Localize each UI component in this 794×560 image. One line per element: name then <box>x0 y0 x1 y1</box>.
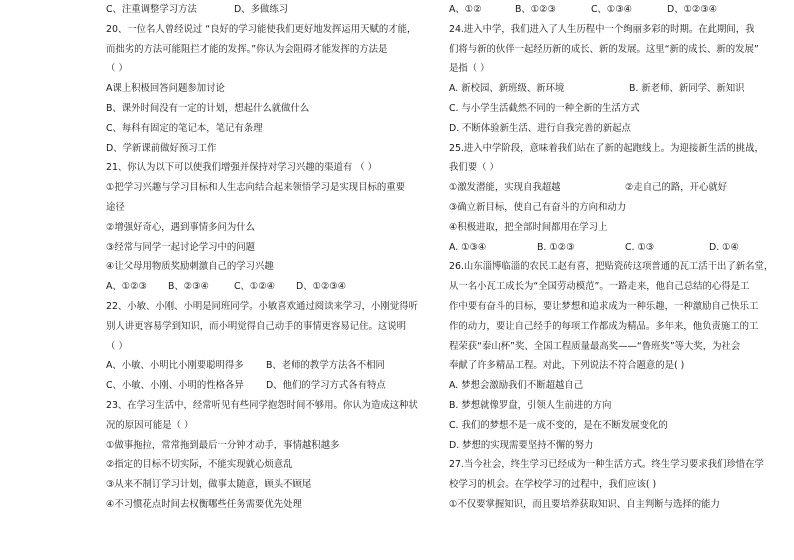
q25-item3: ③确立新目标，使自己有奋斗的方向和动力 <box>449 201 627 213</box>
q22-stem-line2: 别人讲更容易学到知识，而小明觉得自己动手的事情更容易记住。这说明 <box>106 320 407 332</box>
q20-option-b: B、课外时间没有一定的计划，想起什么就做什么 <box>106 102 310 114</box>
q25-item1: ①激发潜能，实现自我超越 <box>449 182 561 194</box>
q22-option-b: B、老师的教学方法各不相同 <box>266 360 385 372</box>
q23-option-c: C、①③④ <box>591 4 633 15</box>
q21-stem: 21、你认为以下可以使我们增强并保持对学习兴趣的渠道有 （ ） <box>106 162 378 174</box>
q21-item4: ④让父母用物质奖励刺激自己的学习兴趣 <box>106 261 274 273</box>
q23-stem-line1: 23、在学习生活中，经常听见有些同学抱怨时间不够用。你认为造成这种状 <box>106 399 418 411</box>
q19-option-c: C、注重调整学习方法 <box>106 4 197 15</box>
q24-option-a: A. 新校园、新班级、新环境 <box>449 83 565 95</box>
q20-stem-line2: 而拙劣的方法可能阻拦才能的发挥。”你认为会阻碍才能发挥的方法是 <box>106 43 388 55</box>
q26-stem-line2: 从一名小瓦工成长为“全国劳动模范”。一路走来，他自己总结的心得是工 <box>449 281 750 293</box>
q25-option-c: C. ①③ <box>625 241 655 253</box>
q21-option-d: D、①②③④ <box>296 281 347 293</box>
q23-options <box>449 0 794 20</box>
q27-stem-line2: 校学习的机会。在学校学习的过程中，我们应该( ) <box>449 479 657 491</box>
q22-option-c: C、小敏、小刚、小明的性格各异 <box>106 380 244 392</box>
q26-option-c: C. 我们的梦想不是一成不变的，是在不断发展变化的 <box>449 419 668 431</box>
q20-option-c: C、每科有固定的笔记本，笔记有条理 <box>106 122 263 134</box>
q21-item2: ②增强好奇心，遇到事情多问为什么 <box>106 221 256 233</box>
q21-item1-line2: 途径 <box>106 201 125 213</box>
q26-stem-line5: 程荣获“泰山杯”奖、全国工程质量最高奖——“鲁班奖”等大奖，为社会 <box>449 340 741 352</box>
q22-stem-line1: 22、小敏、小刚、小明是同班同学。小敏喜欢通过阅读来学习，小刚觉得听 <box>106 300 418 312</box>
q19-options-cd <box>106 0 451 20</box>
q25-stem-line2: 我们要（ ） <box>449 162 499 174</box>
q27-stem-line1: 27.当今社会，终生学习已经成为一种生活方式。终生学习要求我们珍惜在学 <box>449 459 764 471</box>
q23-option-b: B、①②③ <box>515 4 557 15</box>
q24-option-c: C. 与小学生活截然不同的一种全新的生活方式 <box>449 102 640 114</box>
q20-stem-line1: 20、一位名人曾经说过 “良好的学习能使我们更好地发挥运用天赋的才能， <box>106 23 417 35</box>
q24-options-ab <box>449 79 794 99</box>
q25-stem-line1: 25.进入中学阶段，意味着我们站在了新的起跑线上。为迎接新生活的挑战， <box>449 142 764 154</box>
q21-item3: ③经常与同学一起讨论学习中的问题 <box>106 241 256 253</box>
left-column <box>106 0 451 515</box>
q25-items-12 <box>449 178 794 198</box>
q19-option-d: D、多做练习 <box>234 4 289 15</box>
q22-option-d: D、他们的学习方式各有特点 <box>266 380 386 392</box>
q25-options <box>449 238 794 258</box>
q21-option-a: A、①②③ <box>106 281 148 293</box>
q20-option-a: A课上积极回答问题参加讨论 <box>106 83 225 95</box>
q21-item1-line1: ①把学习兴趣与学习目标和人生志向结合起来领悟学习是实现目标的重要 <box>106 182 406 194</box>
q25-item2: ②走自己的路，开心就好 <box>625 182 728 194</box>
q24-stem-line1: 24.进入中学，我们进入了人生历程中一个绚丽多彩的时期。在此期间，我 <box>449 23 755 35</box>
q25-option-b: B. ①②③ <box>537 241 575 253</box>
q22-option-a: A、小敏、小明比小刚要聪明得多 <box>106 360 244 372</box>
q26-stem-line3: 作中要有奋斗的目标，要让梦想和追求成为一种乐趣，一种激励自己快乐工 <box>449 300 759 312</box>
q26-stem-line6: 奉献了许多精品工程。对此，下列说法不符合题意的是( ) <box>449 360 685 372</box>
q26-option-b: B. 梦想就像罗盘，引领人生前进的方向 <box>449 399 612 411</box>
q24-option-d: D. 不断体验新生活、进行自我完善的新起点 <box>449 122 631 134</box>
q24-stem-line3: 是指（ ） <box>449 63 490 75</box>
q23-item3: ③从来不制订学习计划，做事太随意，顾头不顾尾 <box>106 479 312 491</box>
q23-stem-line2: 况的原因可能是（ ） <box>106 419 194 431</box>
q22-options-ab <box>106 356 451 376</box>
q24-option-b: B. 新老师、新同学、新知识 <box>629 83 745 95</box>
q26-stem-line4: 作的动力，要让自己经手的每项工作都成为精品。多年来，他负责施工的工 <box>449 320 759 332</box>
q23-item2: ②指定的目标不切实际，不能实现就心烦意乱 <box>106 459 293 471</box>
q24-stem-line2: 们将与新的伙伴一起经历新的成长、新的发展。这里“新的成长、新的发展” <box>449 43 759 55</box>
q26-stem-line1: 26.山东淄博临淄的农民工赵有喜，把贴瓷砖这项普通的瓦工活干出了新名堂， <box>449 261 774 273</box>
q20-answer-blank: （ ） <box>106 63 128 75</box>
right-column <box>449 0 794 515</box>
q21-option-b: B、②③④ <box>168 281 210 293</box>
q27-item1: ①不仅要掌握知识，而且要培养获取知识、自主判断与选择的能力 <box>449 498 720 510</box>
q21-option-c: C、①②④ <box>234 281 276 293</box>
q21-options <box>106 277 451 297</box>
q25-option-d: D. ①④ <box>709 241 739 253</box>
q22-answer-blank: （ ） <box>106 340 128 352</box>
q20-option-d: D、学新课前做好预习工作 <box>106 142 217 154</box>
q23-option-d: D、①②③④ <box>667 4 718 15</box>
q26-option-d: D. 梦想的实现需要坚持不懈的努力 <box>449 439 594 451</box>
q22-options-cd <box>106 376 451 396</box>
q25-option-a: A. ①③④ <box>449 241 487 253</box>
q23-option-a: A、①② <box>449 4 482 15</box>
q26-option-a: A. 梦想会激励我们不断超越自己 <box>449 380 584 392</box>
q23-item4: ④不习惯花点时间去权衡哪些任务需要优先处理 <box>106 498 302 510</box>
q23-item1: ①做事拖拉，常常拖到最后一分钟才动手，事情越积越多 <box>106 439 340 451</box>
q25-item4: ④积极进取，把全部时间都用在学习上 <box>449 221 608 233</box>
